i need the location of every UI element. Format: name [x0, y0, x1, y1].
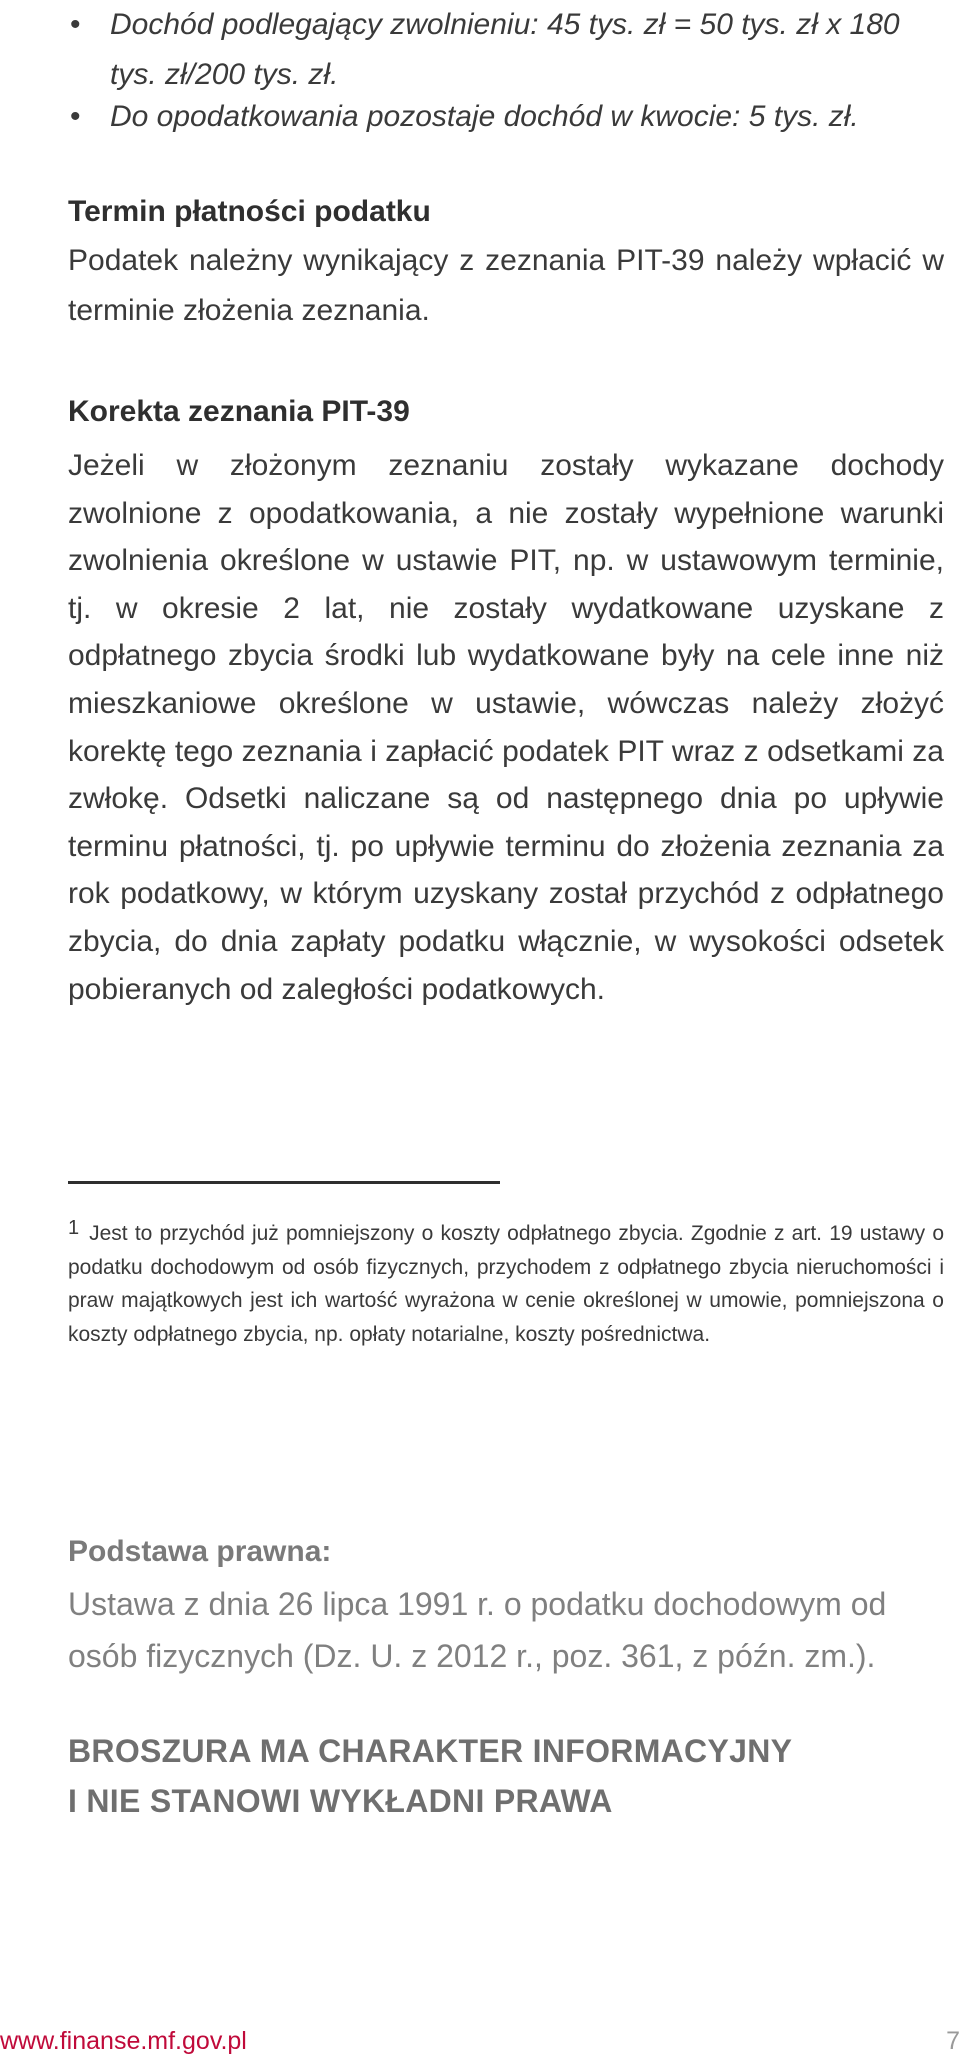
bullet-text: Do opodatkowania pozostaje dochód w kwocie: 5 tys. zł.: [110, 100, 859, 133]
bullet-item: [70, 0, 940, 100]
footnote-text: Jest to przychód już pomniejszony o koszty odpłatnego zbycia. Zgodnie z art. 19 ustawy o podatku dochodowym od osób fizycznych, przychodem z odpłatnego zbycia nieruchomości i praw majątkowych jest ich wartość wyrażona w cenie określonej w umowie, pomniejszona o koszty odpłatnego zbycia, np. opłaty notarialne, koszty pośrednictwa.: [68, 1222, 944, 1346]
legal-basis-heading: Podstawa prawna:: [68, 1535, 332, 1568]
website-link[interactable]: www.finanse.mf.gov.pl: [0, 2027, 247, 2055]
footnote: [68, 1212, 944, 1351]
section-text: Podatek należny wynikający z zeznania PIT-39 należy wpłacić w terminie złożenia zeznania.: [68, 244, 944, 327]
bullet-icon: •: [70, 100, 81, 133]
page-number: 7: [946, 2027, 960, 2055]
section-text: Jeżeli w złożonym zeznaniu zostały wykazane dochody zwolnione z opodatkowania, a nie zostały wypełnione warunki zwolnienia określone w ustawie PIT, np. w ustawowym terminie, tj. w okresie 2 lat, nie zostały wydatkowane uzyskane z odpłatnego zbycia środki lub wydatkowane były na cele inne niż mieszkaniowe określone w ustawie, wówczas należy złożyć korektę tego zeznania i zapłacić podatek PIT wraz z odsetkami za zwłokę. Odsetki naliczane są od następnego dnia po upływie terminu płatności, tj. po upływie terminu do złożenia zeznania za rok podatkowy, w którym uzyskany został przychód z odpłatnego zbycia, do dnia zapłaty podatku włącznie, w wysokości odsetek pobieranych od zaległości podatkowych.: [68, 449, 944, 1006]
bullet-icon: •: [70, 8, 81, 41]
section-heading: Termin płatności podatku: [68, 195, 431, 228]
disclaimer-line: BROSZURA MA CHARAKTER INFORMACYJNY: [68, 1733, 793, 1769]
bullet-item: [70, 92, 940, 142]
correction-section: [68, 392, 944, 1013]
section-heading: Korekta zeznania PIT-39: [68, 395, 410, 428]
legal-basis-text: Ustawa z dnia 26 lipca 1991 r. o podatku dochodowym od osób fizycznych (Dz. U. z 2012 r., poz. 361, z późn. zm.).: [68, 1586, 887, 1674]
payment-deadline-section: [68, 192, 944, 336]
bullet-text: Dochód podlegający zwolnieniu: 45 tys. zł = 50 tys. zł x 180 tys. zł/200 tys. zł.: [110, 8, 900, 91]
disclaimer: [68, 1726, 944, 1826]
legal-basis: [68, 1532, 944, 1682]
footnote-divider: [68, 1181, 500, 1184]
disclaimer-line: I NIE STANOWI WYKŁADNI PRAWA: [68, 1783, 613, 1819]
footnote-marker: 1: [68, 1217, 80, 1239]
